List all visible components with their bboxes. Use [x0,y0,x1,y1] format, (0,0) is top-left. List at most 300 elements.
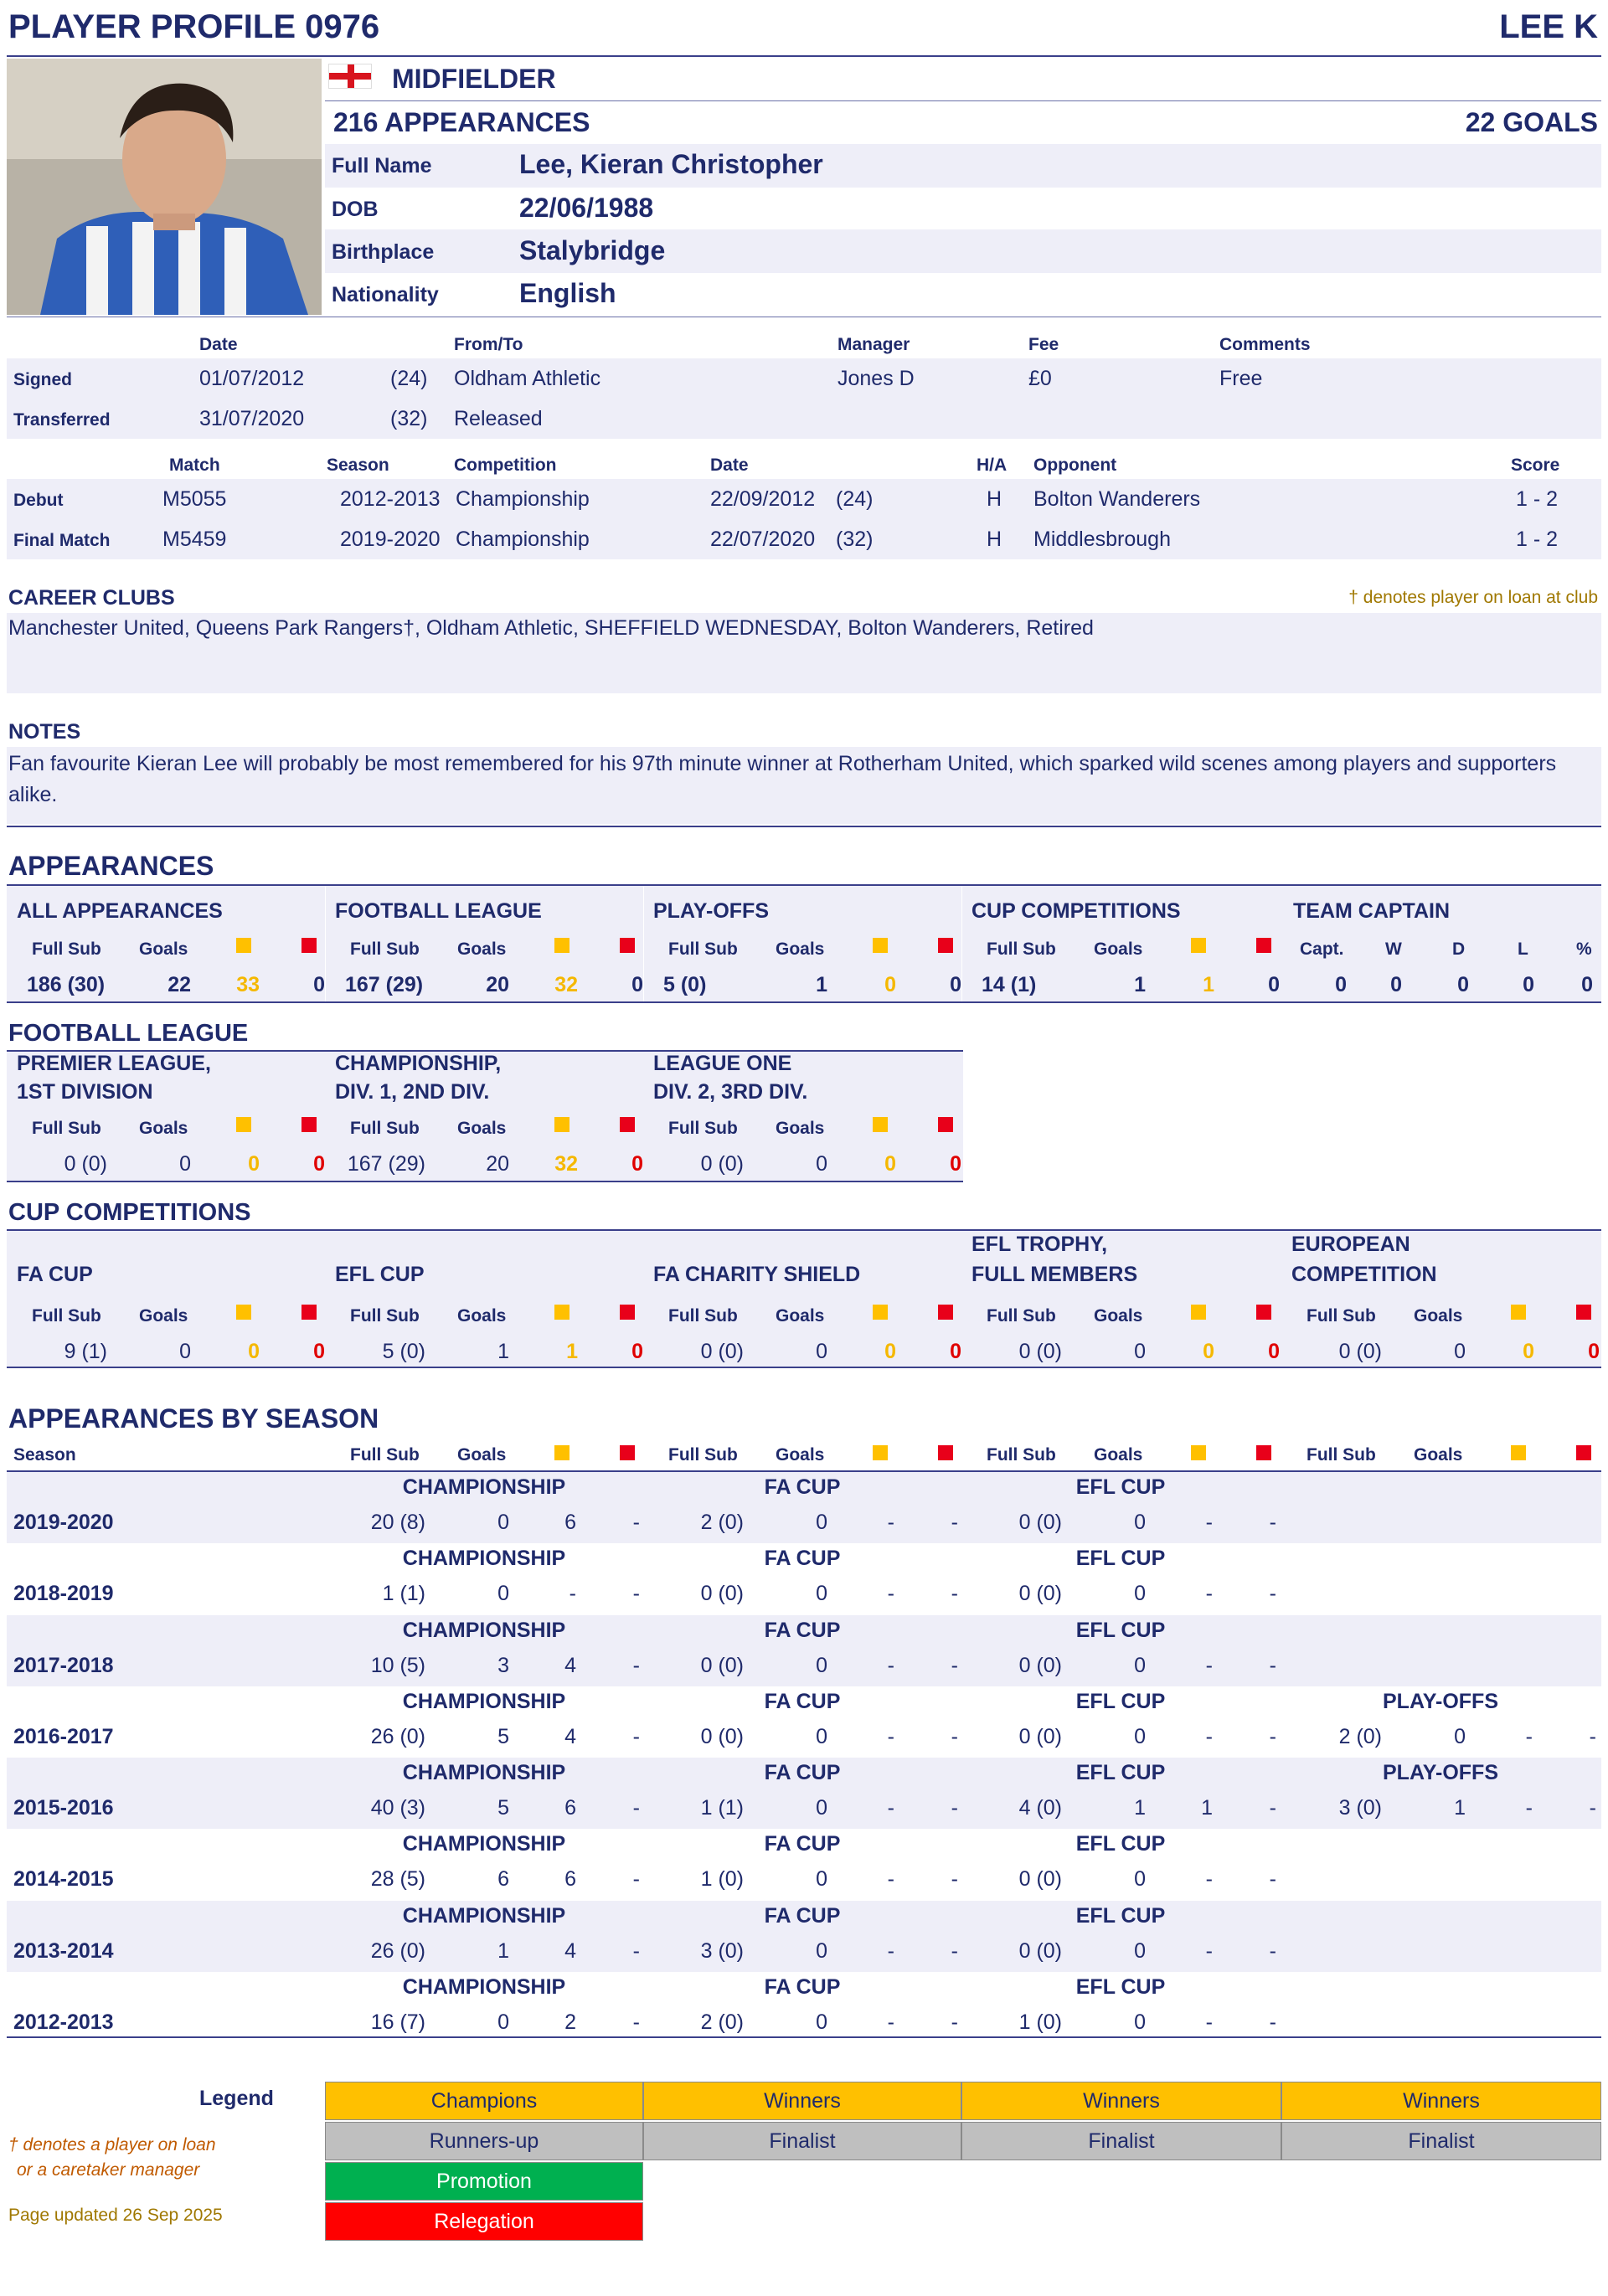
signed-age: (24) [390,367,428,390]
season-fullsub: 1 (1) [382,1582,425,1605]
signed-fee: £0 [1028,367,1052,390]
season-fullsub: 16 (7) [370,2010,425,2034]
season-red: - [1589,1796,1596,1820]
cup-fullsub: 5 (0) [382,1340,425,1363]
league-subtitle: DIV. 1, 2ND DIV. [335,1080,490,1104]
season-label: 2012-2013 [13,2010,114,2034]
league-yellow: 0 [884,1152,896,1176]
season-fullsub: 2 (0) [700,2010,744,2034]
season-fullsub: 4 (0) [1018,1796,1062,1820]
league-title: PREMIER LEAGUE, [17,1052,211,1075]
fullsub-header: Full Sub [350,940,420,959]
debut-match: M5055 [162,487,227,511]
season-goals: 0 [816,2010,827,2034]
yellow-card-icon [1511,1445,1526,1460]
season-fullsub: 3 (0) [700,1939,744,1963]
apps-goals: 1 [816,973,827,996]
season-red: - [951,1796,958,1820]
season-fullsub: 0 (0) [1018,1725,1062,1748]
col-header: Match [169,456,220,475]
birthplace: Stalybridge [519,235,666,265]
fullsub-header: Full Sub [350,1119,420,1138]
player-position: MIDFIELDER [392,64,556,94]
season-fullsub: 20 (8) [370,1511,425,1534]
season-goals: 0 [816,1939,827,1963]
final-date: 22/07/2020 [710,528,816,551]
season-red: - [951,1725,958,1748]
league-title: LEAGUE ONE [653,1052,792,1075]
season-red: - [951,1939,958,1963]
col-header: Date [710,456,749,475]
season-goals: 5 [497,1725,509,1748]
yellow-card-icon [1511,1305,1526,1320]
stat-block-title: FOOTBALL LEAGUE [335,899,542,923]
league-red: 0 [631,1152,643,1176]
apps-fullsub: 167 (29) [345,973,424,996]
apps-yellow: 0 [884,973,896,996]
fullsub-header: Full Sub [1306,1445,1376,1465]
season-competition: CHAMPIONSHIP [402,1975,566,1999]
legend-relegation: Relegation [325,2202,643,2241]
page-updated: Page updated 26 Sep 2025 [8,2206,223,2225]
cup-yellow: 1 [566,1340,578,1363]
red-card-icon [620,938,635,953]
legend-loan-note: † denotes a player on loan [8,2135,216,2154]
season-yellow: 2 [564,2010,576,2034]
season-yellow: - [887,1725,894,1748]
legend-finalist: Finalist [643,2122,961,2160]
season-goals: 0 [1134,1725,1146,1748]
season-competition: EFL CUP [1075,1761,1166,1784]
final-season: 2019-2020 [340,528,441,551]
debut-opponent: Bolton Wanderers [1033,487,1201,511]
season-fullsub: 26 (0) [370,1939,425,1963]
red-card-icon [620,1305,635,1320]
transferred-date: 31/07/2020 [199,407,305,430]
cup-yellow: 0 [1523,1340,1534,1363]
legend-winners: Winners [1281,2082,1601,2120]
season-goals: 0 [816,1796,827,1820]
goals-header: Goals [1414,1306,1463,1326]
season-goals: 0 [816,1654,827,1677]
fullsub-header: Full Sub [32,1306,101,1326]
season-red: - [1269,1654,1276,1677]
red-card-icon [938,1305,953,1320]
season-competition: EFL CUP [1075,1547,1166,1570]
season-competition: CHAMPIONSHIP [402,1619,566,1642]
cup-fullsub: 0 (0) [1018,1340,1062,1363]
season-red: - [1269,1796,1276,1820]
red-card-icon [1256,1305,1271,1320]
captain-capt: 0 [1335,973,1347,996]
fullsub-header: Full Sub [668,1119,738,1138]
legend-winners: Winners [961,2082,1281,2120]
season-goals: 0 [816,1582,827,1605]
season-goals: 1 [1454,1796,1466,1820]
red-card-icon [620,1445,635,1460]
cup-yellow: 0 [884,1340,896,1363]
season-fullsub: 40 (3) [370,1796,425,1820]
season-fullsub: 2 (0) [700,1511,744,1534]
goals-header: Goals [1094,1306,1143,1326]
season-label: 2018-2019 [13,1582,114,1605]
league-title: CHAMPIONSHIP, [335,1052,502,1075]
yellow-card-icon [236,1305,251,1320]
season-competition: CHAMPIONSHIP [402,1475,566,1499]
season-competition: EFL CUP [1075,1975,1166,1999]
stat-block-title: ALL APPEARANCES [17,899,223,923]
captain-w: 0 [1390,973,1402,996]
season-competition: EFL CUP [1075,1619,1166,1642]
season-fullsub: 3 (0) [1338,1796,1382,1820]
col-divider [643,886,644,1001]
page-title: PLAYER PROFILE 0976 [8,8,380,45]
col-divider [961,886,962,1001]
season-competition: PLAY-OFFS [1383,1761,1498,1784]
season-yellow: - [569,1582,576,1605]
cup-yellow: 0 [1203,1340,1214,1363]
season-yellow: - [1205,1654,1213,1677]
goals-header: Goals [776,1306,825,1326]
season-yellow: - [1205,1867,1213,1891]
yellow-card-icon [873,1445,888,1460]
captain-l: 0 [1523,973,1534,996]
final-competition: Championship [456,528,590,551]
season-competition: CHAMPIONSHIP [402,1832,566,1856]
season-label: 2015-2016 [13,1796,114,1820]
season-yellow: 4 [564,1654,576,1677]
goals-header: Goals [139,1306,188,1326]
season-red: - [1269,1511,1276,1534]
goals-header: Goals [1094,1445,1143,1465]
season-fullsub: 0 (0) [700,1654,744,1677]
signed-comment: Free [1219,367,1263,390]
cup-yellow: 0 [248,1340,260,1363]
season-red: - [1269,2010,1276,2034]
league-red: 0 [950,1152,961,1176]
season-red: - [1269,1582,1276,1605]
season-fullsub: 0 (0) [1018,1654,1062,1677]
goals-header: Goals [776,940,825,959]
fullsub-header: Full Sub [987,1445,1056,1465]
goals-header: Goals [139,940,188,959]
season-goals: 1 [1134,1796,1146,1820]
col-header: Fee [1028,335,1059,354]
debut-season: 2012-2013 [340,487,441,511]
season-red: - [1269,1939,1276,1963]
cup-fullsub: 0 (0) [1338,1340,1382,1363]
apps-red: 0 [1268,973,1280,996]
red-card-icon [938,938,953,953]
season-yellow: - [887,1867,894,1891]
season-red: - [1269,1867,1276,1891]
row-label: Transferred [13,410,111,430]
season-red: - [632,2010,640,2034]
yellow-card-icon [554,1305,570,1320]
col-header: H/A [977,456,1008,475]
season-goals: 5 [497,1796,509,1820]
total-appearances: 216 APPEARANCES [333,107,590,137]
season-goals: 0 [1454,1725,1466,1748]
apps-yellow: 1 [1203,973,1214,996]
season-competition: FA CUP [764,1475,841,1499]
season-competition: FA CUP [764,1761,841,1784]
col-header: Date [199,335,238,354]
red-card-icon [938,1117,953,1132]
cup-title: EUROPEAN [1291,1233,1410,1256]
season-fullsub: 10 (5) [370,1654,425,1677]
captain-header: Capt. [1300,940,1344,959]
season-competition: FA CUP [764,1975,841,1999]
yellow-card-icon [873,1305,888,1320]
season-yellow: 6 [564,1511,576,1534]
notes-title: NOTES [8,720,81,744]
career-clubs: Manchester United, Queens Park Rangers†, Oldham Athletic, SHEFFIELD WEDNESDAY, Bolton Wanderers, Retired [8,616,1094,640]
apps-fullsub: 5 (0) [663,973,707,996]
league-goals: 0 [179,1152,191,1176]
season-red: - [632,1511,640,1534]
season-goals: 0 [816,1511,827,1534]
season-red: - [632,1654,640,1677]
fullsub-header: Full Sub [350,1306,420,1326]
col-header: From/To [454,335,523,354]
season-competition: CHAMPIONSHIP [402,1904,566,1928]
row-label: Final Match [13,531,111,550]
apps-yellow: 33 [236,973,260,996]
season-red: - [951,1511,958,1534]
cup-red: 0 [1268,1340,1280,1363]
apps-red: 0 [313,973,325,996]
season-competition: FA CUP [764,1547,841,1570]
season-yellow: - [887,2010,894,2034]
season-yellow: 6 [564,1867,576,1891]
total-goals: 22 GOALS [1465,107,1598,137]
goals-header: Goals [457,1445,507,1465]
career-loan-note: † denotes player on loan at club [1348,588,1598,607]
apps-goals: 22 [168,973,191,996]
col-divider [325,886,326,1001]
season-label: 2013-2014 [13,1939,114,1963]
season-goals: 0 [497,1582,509,1605]
apps-yellow: 32 [554,973,578,996]
fullsub-header: Full Sub [1306,1306,1376,1326]
season-competition: CHAMPIONSHIP [402,1761,566,1784]
league-goals: 20 [486,1152,509,1176]
fullsub-header: Full Sub [668,940,738,959]
season-goals: 0 [816,1725,827,1748]
captain-header: D [1452,940,1466,959]
season-yellow: - [1205,2010,1213,2034]
final-score: 1 - 2 [1516,528,1559,551]
season-fullsub: 26 (0) [370,1725,425,1748]
captain-d: 0 [1457,973,1469,996]
season-title: APPEARANCES BY SEASON [8,1403,379,1434]
final-ha: H [987,528,1002,551]
legend-runners-up: Runners-up [325,2122,643,2160]
debut-ha: H [987,487,1002,511]
season-fullsub: 0 (0) [1018,1582,1062,1605]
col-header: Comments [1219,335,1311,354]
season-yellow: - [1205,1725,1213,1748]
yellow-card-icon [1191,1445,1206,1460]
season-competition: FA CUP [764,1904,841,1928]
league-goals: 0 [816,1152,827,1176]
red-card-icon [1256,938,1271,953]
season-yellow: 6 [564,1796,576,1820]
cup-red: 0 [631,1340,643,1363]
season-red: - [632,1867,640,1891]
season-red: - [951,2010,958,2034]
season-fullsub: 0 (0) [700,1582,744,1605]
col-header: Manager [838,335,910,354]
row-label: Signed [13,370,73,389]
season-yellow: 4 [564,1725,576,1748]
goals-header: Goals [139,1119,188,1138]
legend-promotion: Promotion [325,2162,643,2201]
goals-header: Goals [457,1306,507,1326]
field-label: Birthplace [332,240,435,264]
cup-subtitle: FA CHARITY SHIELD [653,1263,861,1286]
cup-goals: 0 [816,1340,827,1363]
red-card-icon [302,1117,317,1132]
cup-red: 0 [313,1340,325,1363]
signed-date: 01/07/2012 [199,367,305,390]
red-card-icon [302,938,317,953]
legend-finalist: Finalist [1281,2122,1601,2160]
season-red: - [951,1867,958,1891]
full-name: Lee, Kieran Christopher [519,149,823,179]
captain-header: W [1385,940,1402,959]
player-photo [7,59,322,315]
england-flag-icon [328,64,372,89]
season-competition: EFL CUP [1075,1475,1166,1499]
league-fullsub: 0 (0) [64,1152,107,1176]
cup-goals: 0 [1454,1340,1466,1363]
stat-block-title: PLAY-OFFS [653,899,769,923]
apps-goals: 20 [486,973,509,996]
transferred-club: Released [454,407,543,430]
season-goals: 0 [1134,2010,1146,2034]
stat-block-title: CUP COMPETITIONS [972,899,1181,923]
legend-finalist: Finalist [961,2122,1281,2160]
season-yellow: 1 [1201,1796,1213,1820]
season-yellow: - [1525,1725,1533,1748]
col-header: Season [327,456,389,475]
yellow-card-icon [554,1445,570,1460]
season-goals: 0 [497,1511,509,1534]
season-competition: FA CUP [764,1832,841,1856]
season-yellow: - [887,1654,894,1677]
red-card-icon [938,1445,953,1460]
season-competition: FA CUP [764,1690,841,1713]
season-label: 2016-2017 [13,1725,114,1748]
cup-subtitle: COMPETITION [1291,1263,1437,1286]
season-col-header: Season [13,1445,76,1465]
league-yellow: 32 [554,1152,578,1176]
cup-subtitle: FA CUP [17,1263,93,1286]
row-label: Debut [13,491,64,510]
captain-header: % [1576,940,1592,959]
season-competition: CHAMPIONSHIP [402,1547,566,1570]
season-fullsub: 0 (0) [700,1725,744,1748]
yellow-card-icon [1191,938,1206,953]
cup-goals: 0 [1134,1340,1146,1363]
season-yellow: - [887,1939,894,1963]
season-goals: 0 [497,2010,509,2034]
season-fullsub: 2 (0) [1338,1725,1382,1748]
legend-champions: Champions [325,2082,643,2120]
season-red: - [632,1796,640,1820]
season-fullsub: 28 (5) [370,1867,425,1891]
field-label: Nationality [332,283,439,306]
field-label: DOB [332,198,379,221]
season-red: - [632,1582,640,1605]
cup-fullsub: 0 (0) [700,1340,744,1363]
apps-fullsub: 186 (30) [27,973,106,996]
legend-caretaker-note: or a caretaker manager [17,2160,200,2180]
goals-header: Goals [457,940,507,959]
nationality: English [519,278,616,308]
red-card-icon [1576,1305,1591,1320]
goals-header: Goals [1414,1445,1463,1465]
season-competition: PLAY-OFFS [1383,1690,1498,1713]
goals-header: Goals [1094,940,1143,959]
season-goals: 0 [1134,1867,1146,1891]
col-header: Score [1511,456,1560,475]
season-goals: 1 [497,1939,509,1963]
season-red: - [1589,1725,1596,1748]
season-fullsub: 1 (0) [1018,2010,1062,2034]
season-red: - [951,1582,958,1605]
season-fullsub: 0 (0) [1018,1867,1062,1891]
final-age: (32) [836,528,874,551]
season-red: - [1269,1725,1276,1748]
season-competition: EFL CUP [1075,1832,1166,1856]
season-yellow: - [887,1511,894,1534]
season-label: 2019-2020 [13,1511,114,1534]
yellow-card-icon [236,938,251,953]
season-red: - [632,1939,640,1963]
season-competition: CHAMPIONSHIP [402,1690,566,1713]
notes-text: Fan favourite Kieran Lee will probably be most remembered for his 97th minute winner at Rotherham United, which sparked wild scenes among players and supporters alike. [8,752,1557,806]
apps-red: 0 [631,973,643,996]
season-red: - [632,1725,640,1748]
apps-goals: 1 [1134,973,1146,996]
apps-fullsub: 14 (1) [982,973,1037,996]
legend-title: Legend [199,2087,274,2110]
league-fullsub: 0 (0) [700,1152,744,1176]
goals-header: Goals [776,1119,825,1138]
season-goals: 3 [497,1654,509,1677]
red-card-icon [1576,1445,1591,1460]
cup-red: 0 [1588,1340,1600,1363]
season-label: 2014-2015 [13,1867,114,1891]
season-goals: 0 [1134,1939,1146,1963]
cup-subtitle: EFL CUP [335,1263,425,1286]
career-title: CAREER CLUBS [8,586,175,610]
season-yellow: - [1205,1582,1213,1605]
fullsub-header: Full Sub [350,1445,420,1465]
fullsub-header: Full Sub [668,1445,738,1465]
goals-header: Goals [457,1119,507,1138]
league-subtitle: DIV. 2, 3RD DIV. [653,1080,808,1104]
final-opponent: Middlesbrough [1033,528,1171,551]
season-yellow: - [1205,1939,1213,1963]
yellow-card-icon [873,938,888,953]
season-goals: 6 [497,1867,509,1891]
season-competition: EFL CUP [1075,1904,1166,1928]
season-goals: 0 [816,1867,827,1891]
